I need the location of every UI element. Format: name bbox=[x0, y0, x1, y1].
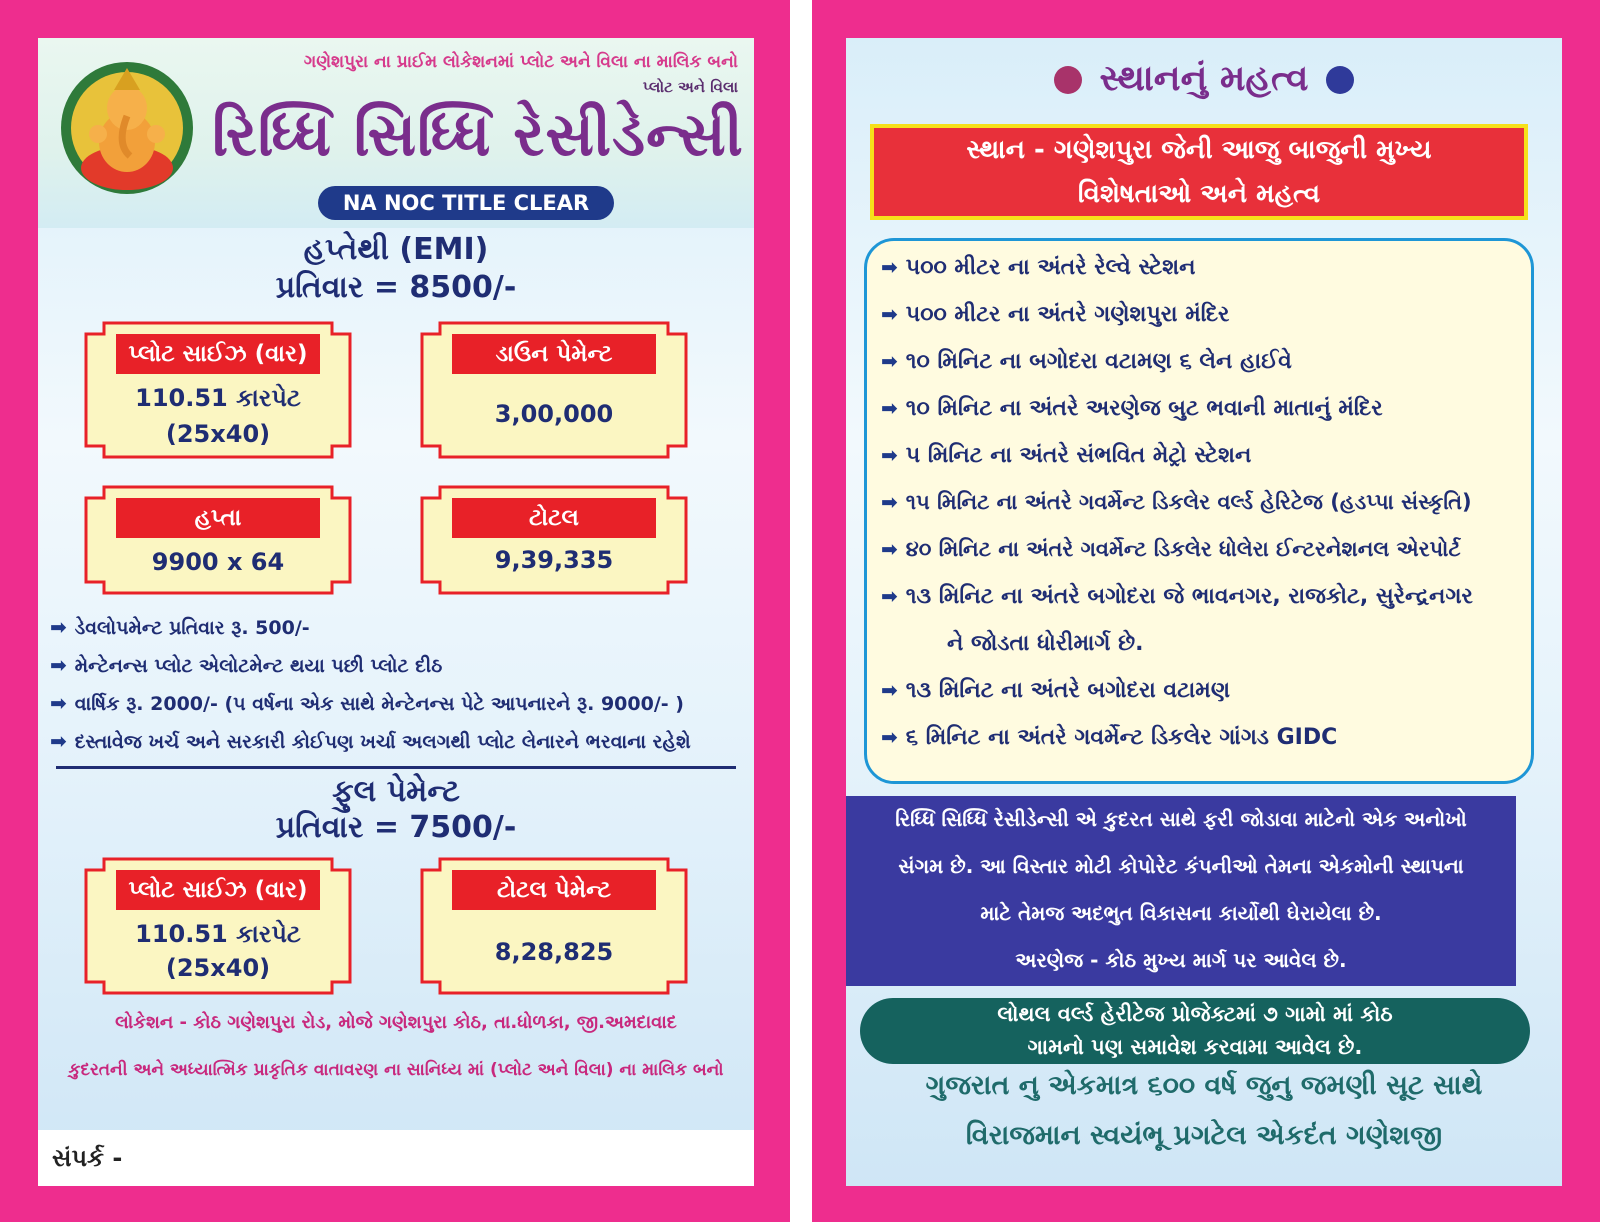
contact-label: સંપર્ક - bbox=[52, 1144, 123, 1172]
pricing-panel bbox=[38, 38, 754, 1186]
description-line: અરણેજ - કોઠ મુખ્ય માર્ગ પર આવેલ છે. bbox=[1015, 948, 1347, 972]
arrow-right-icon: ➡ bbox=[50, 653, 67, 677]
description-box bbox=[846, 796, 1516, 986]
banner-line: સ્થાન - ગણેશપુરા જેની આજુ બાજુની મુખ્ય bbox=[966, 135, 1432, 165]
total-payment-box bbox=[418, 856, 690, 996]
arrow-right-icon: ➡ bbox=[881, 678, 898, 702]
footer-line: ગુજરાત નુ એકમાત્ર ૬૦૦ વર્ષ જુનુ જમણી સૂટ સાથે bbox=[925, 1070, 1483, 1101]
list-item: ➡ ૬ મિનિટ ના અંતરે ગવર્મેન્ટ ડિકલેર ગાંગડ GIDC bbox=[881, 725, 1338, 750]
tagline-top: ગણેશપુરા ના પ્રાઈમ લોકેશનમાં પ્લોટ અને વિલા ના માલિક બનો bbox=[303, 52, 738, 72]
features-list bbox=[864, 238, 1534, 784]
arrow-right-icon: ➡ bbox=[50, 615, 67, 639]
description-line: માટે તેમજ અદભુત વિકાસના કાર્યોથી ઘેરાયેલા છે. bbox=[980, 901, 1382, 925]
arrow-right-icon: ➡ bbox=[881, 255, 898, 279]
down-payment-box bbox=[418, 320, 690, 460]
box-label: ટોટલ પેમેન્ટ bbox=[452, 870, 656, 910]
arrow-right-icon: ➡ bbox=[881, 537, 898, 561]
box-label: ટોટલ bbox=[452, 498, 656, 538]
box-value: 9900 x 64 bbox=[151, 548, 285, 576]
heritage-box bbox=[860, 998, 1530, 1064]
arrow-right-icon: ➡ bbox=[881, 396, 898, 420]
list-item: ➡ ૧૩ મિનિટ ના અંતરે બગોદરા વટામણ bbox=[881, 678, 1231, 703]
box-value-secondary: (25x40) bbox=[165, 420, 271, 448]
description-line: રિધ્ધિ સિધ્ધિ રેસીડેન્સી એ કુદરત સાથે ફરી જોડાવા માટેનો એક અનોખો bbox=[895, 807, 1467, 831]
location-line: લોકેશન - કોઠ ગણેશપુરા રોડ, મોજે ગણેશપુરા કોઠ, તા.ધોળકા, જી.અમદાવાદ bbox=[115, 1012, 677, 1033]
full-payment-rate: પ્રતિવાર = 7500/- bbox=[275, 810, 517, 845]
bottom-tagline: કુદરતની અને અધ્યાત્મિક પ્રાકૃતિક વાતાવરણ ના સાનિધ્ય માં (પ્લોટ અને વિલા) ના માલિક બનો bbox=[68, 1060, 724, 1080]
heritage-line: લોથલ વર્લ્ડ હેરીટેજ પ્રોજેક્ટમાં ૭ ગામો માં કોઠ bbox=[997, 1002, 1393, 1026]
arrow-right-icon: ➡ bbox=[881, 725, 898, 749]
list-item: ➡ ૫ મિનિટ ના અંતરે સંભવિત મેટ્રો સ્ટેશન bbox=[881, 443, 1252, 468]
noc-badge: NA NOC TITLE CLEAR bbox=[318, 186, 614, 220]
full-payment-heading: ફુલ પેમેન્ટ bbox=[332, 774, 460, 809]
list-item: ➡ ૧૦ મિનિટ ના બગોદરા વટામણ ૬ લેન હાઈવે bbox=[881, 349, 1292, 374]
page-gap bbox=[790, 0, 812, 1222]
banner-line: વિશેષતાઓ અને મહત્વ bbox=[1077, 179, 1321, 209]
box-label: પ્લોટ સાઈઝ (વાર) bbox=[116, 334, 320, 374]
header bbox=[38, 38, 754, 228]
section-title: સ્થાનનું મહત્વ bbox=[846, 58, 1562, 100]
box-value: 9,39,335 bbox=[494, 546, 614, 574]
ganesh-icon bbox=[56, 56, 198, 206]
list-item: ➡ મેન્ટેનન્સ પ્લોટ એલોટમેન્ટ થયા પછી પ્લોટ દીઠ bbox=[50, 646, 750, 684]
description-line: સંગમ છે. આ વિસ્તાર મોટી કોપોરેટ કંપનીઓ તેમના એકમોની સ્થાપના bbox=[898, 854, 1464, 878]
contact-bar bbox=[38, 1130, 754, 1186]
heritage-line: ગામનો પણ સમાવેશ કરવામા આવેલ છે. bbox=[1027, 1035, 1363, 1059]
list-item: ➡ ૫૦૦ મીટર ના અંતરે ગણેશપુરા મંદિર bbox=[881, 302, 1230, 327]
list-item: ➡ ૫૦૦ મીટર ના અંતરે રેલ્વે સ્ટેશન bbox=[881, 255, 1196, 280]
list-item: ➡ ૪૦ મિનિટ ના અંતરે ગવર્મેન્ટ ડિકલેર ધોલેરા ઈન્ટરનેશનલ એરપોર્ટ bbox=[881, 537, 1461, 561]
box-label: ડાઉન પેમેન્ટ bbox=[452, 334, 656, 374]
full-plot-size-box bbox=[82, 856, 354, 996]
sub-tagline: પ્લોટ અને વિલા bbox=[642, 78, 738, 96]
bullet-dot-icon bbox=[1326, 66, 1354, 94]
box-label: હપ્તા bbox=[116, 498, 320, 538]
arrow-right-icon: ➡ bbox=[881, 584, 898, 608]
list-item: ➡ ૧૫ મિનિટ ના અંતરે ગવર્મેન્ટ ડિકલેર વર્લ્ડ હેરિટેજ (હડપ્પા સંસ્કૃતિ) bbox=[881, 490, 1472, 514]
box-value: 8,28,825 bbox=[494, 938, 614, 966]
installment-box bbox=[82, 484, 354, 596]
total-box bbox=[418, 484, 690, 596]
list-item: ➡ વાર્ષિક રૂ. 2000/- (૫ વર્ષના એક સાથે મેન્ટેનન્સ પેટે આપનારને રૂ. 9000/- ) bbox=[50, 684, 750, 722]
box-label: પ્લોટ સાઈઝ (વાર) bbox=[116, 870, 320, 910]
emi-plot-size-box bbox=[82, 320, 354, 460]
list-item: ➡ ડેવલોપમેન્ટ પ્રતિવાર રૂ. 500/- bbox=[50, 608, 750, 646]
arrow-right-icon: ➡ bbox=[881, 302, 898, 326]
list-item-continuation: ને જોડતા ધોરીમાર્ગ છે. bbox=[947, 631, 1144, 656]
location-panel bbox=[846, 38, 1562, 1186]
list-item: ➡ ૧૩ મિનિટ ના અંતરે બગોદરા જે ભાવનગર, રાજકોટ, સુરેન્દ્રનગર bbox=[881, 584, 1473, 609]
divider bbox=[56, 766, 736, 769]
list-item: ➡ દસ્તાવેજ ખર્ચ અને સરકારી કોઈપણ ખર્ચા અલગથી પ્લોટ લેનારને ભરવાના રહેશે bbox=[50, 722, 750, 760]
list-item: ➡ ૧૦ મિનિટ ના અંતરે અરણેજ બુટ ભવાની માતાનું મંદિર bbox=[881, 396, 1383, 421]
footer-line: વિરાજમાન સ્વયંભૂ પ્રગટેલ એકદંત ગણેશજી bbox=[965, 1120, 1443, 1151]
charges-list bbox=[50, 608, 750, 760]
box-value: 3,00,000 bbox=[494, 400, 614, 428]
project-title: રિધ્ધિ સિધ્ધિ રેસીડેન્સી bbox=[212, 100, 744, 170]
box-value: 110.51 કારપેટ bbox=[135, 384, 301, 412]
arrow-right-icon: ➡ bbox=[50, 729, 67, 753]
arrow-right-icon: ➡ bbox=[881, 443, 898, 467]
arrow-right-icon: ➡ bbox=[50, 691, 67, 715]
box-value-secondary: (25x40) bbox=[165, 954, 271, 982]
arrow-right-icon: ➡ bbox=[881, 349, 898, 373]
location-banner bbox=[870, 124, 1528, 220]
bullet-dot-icon bbox=[1054, 66, 1082, 94]
emi-heading: હપ્તેથી (EMI) bbox=[303, 232, 489, 267]
arrow-right-icon: ➡ bbox=[881, 490, 898, 514]
box-value: 110.51 કારપેટ bbox=[135, 920, 301, 948]
emi-rate: પ્રતિવાર = 8500/- bbox=[275, 270, 517, 305]
